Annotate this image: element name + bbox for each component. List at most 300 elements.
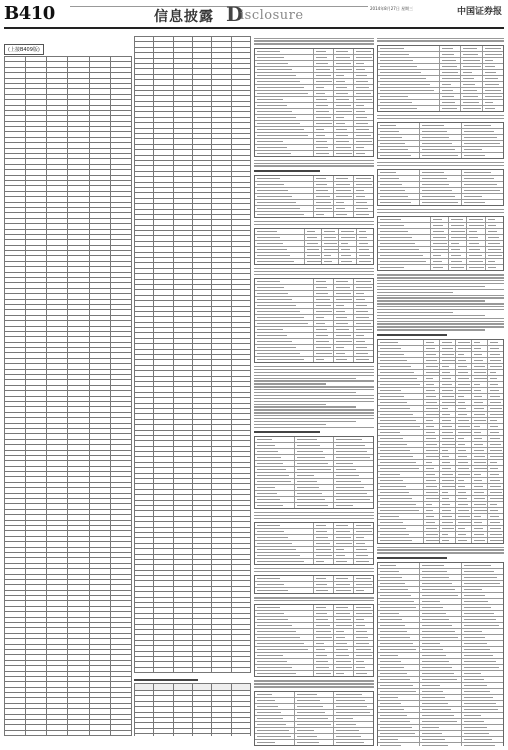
table-cell <box>334 449 373 454</box>
table-cell <box>456 442 472 447</box>
table-cell <box>314 194 334 199</box>
table-cell <box>354 73 373 78</box>
table-cell <box>334 103 354 108</box>
text-line <box>377 547 504 548</box>
table-cell <box>334 73 354 78</box>
table-cell <box>334 121 354 126</box>
table-cell <box>354 49 373 54</box>
table-cell <box>424 394 440 399</box>
report-table <box>377 169 504 206</box>
table-cell <box>472 358 488 363</box>
table-cell <box>420 593 462 598</box>
table-cell <box>467 223 485 228</box>
table-cell <box>424 358 440 363</box>
holdings-table-2b <box>134 683 251 736</box>
text-line <box>254 515 374 516</box>
table-cell <box>378 88 440 93</box>
table-cell <box>440 352 456 357</box>
table-cell <box>472 436 488 441</box>
table-cell <box>431 241 449 246</box>
table-cell <box>462 695 503 700</box>
table-cell <box>334 49 354 54</box>
table-row <box>255 559 373 564</box>
text-line <box>254 424 326 425</box>
table-cell <box>472 424 488 429</box>
table-cell <box>378 538 424 543</box>
table-cell <box>334 109 354 114</box>
table-cell <box>488 352 503 357</box>
table-cell <box>488 466 503 471</box>
table-cell <box>255 740 295 745</box>
table-cell <box>440 454 456 459</box>
table-cell <box>378 689 420 694</box>
table-cell <box>424 370 440 375</box>
table-cell <box>378 52 440 57</box>
report-table <box>254 436 374 509</box>
table-cell <box>354 617 373 622</box>
table-cell <box>486 253 503 258</box>
table-cell <box>472 448 488 453</box>
table-cell <box>424 490 440 495</box>
table-cell <box>314 103 334 108</box>
table-cell <box>378 217 431 222</box>
table-cell <box>483 70 503 75</box>
table-cell <box>334 479 373 484</box>
table-cell <box>255 576 314 581</box>
table-cell <box>255 671 314 676</box>
table-cell <box>378 514 424 519</box>
table-cell <box>456 538 472 543</box>
table-cell <box>488 454 503 459</box>
table-cell <box>420 629 462 634</box>
table-cell <box>314 629 334 634</box>
table-cell <box>488 340 503 345</box>
table-cell <box>378 241 431 246</box>
table-cell <box>440 448 456 453</box>
table-cell <box>378 496 424 501</box>
table-cell <box>334 485 373 490</box>
text-line <box>254 512 374 513</box>
table-cell <box>378 394 424 399</box>
table-cell <box>472 472 488 477</box>
text-line <box>254 568 374 569</box>
table-cell <box>354 279 373 284</box>
text-line <box>377 318 504 319</box>
table-cell <box>339 229 356 234</box>
table-cell <box>456 532 472 537</box>
table-cell <box>449 217 467 222</box>
table-cell <box>456 448 472 453</box>
table-cell <box>488 364 503 369</box>
table-cell <box>255 229 305 234</box>
table-cell <box>440 472 456 477</box>
table-cell <box>255 698 295 703</box>
table-cell <box>431 229 449 234</box>
table-cell <box>334 194 354 199</box>
table-cell <box>334 547 354 552</box>
table-cell <box>334 704 373 709</box>
table-cell <box>456 484 472 489</box>
text-line <box>254 409 374 410</box>
table-cell <box>378 448 424 453</box>
table-cell <box>420 701 462 706</box>
table-cell <box>483 64 503 69</box>
report-table <box>254 604 374 677</box>
table-cell <box>354 535 373 540</box>
table-cell <box>378 382 424 387</box>
table-cell <box>314 200 334 205</box>
text-line <box>377 303 504 304</box>
text-line <box>254 415 374 416</box>
table-cell <box>357 229 373 234</box>
table-cell <box>472 496 488 501</box>
table-cell <box>354 659 373 664</box>
table-cell <box>255 605 314 610</box>
table-cell <box>488 424 503 429</box>
table-cell <box>334 61 354 66</box>
table-cell <box>378 490 424 495</box>
table-cell <box>314 641 334 646</box>
table-cell <box>255 127 314 132</box>
table-cell <box>488 436 503 441</box>
table-cell <box>420 605 462 610</box>
table-cell <box>322 229 339 234</box>
table-cell <box>378 641 420 646</box>
table-cell <box>192 667 211 672</box>
table-cell <box>440 106 461 111</box>
table-row <box>255 151 373 156</box>
table-cell <box>334 692 373 697</box>
table-cell <box>334 339 354 344</box>
table-cell <box>440 364 456 369</box>
table-cell <box>440 52 461 57</box>
table-cell <box>378 141 420 146</box>
table-cell <box>378 502 424 507</box>
table-cell <box>354 212 373 217</box>
table-cell <box>378 94 440 99</box>
table-cell <box>424 412 440 417</box>
table-cell <box>420 665 462 670</box>
table-cell <box>467 253 485 258</box>
table-cell <box>488 430 503 435</box>
table-cell <box>305 253 322 258</box>
table-cell <box>255 588 314 593</box>
table-cell <box>334 97 354 102</box>
table-cell <box>314 309 334 314</box>
text-line <box>377 552 504 553</box>
table-cell <box>255 145 314 150</box>
table-cell <box>378 412 424 417</box>
table-cell <box>135 684 154 691</box>
table-cell <box>255 97 314 102</box>
table-cell <box>456 478 472 483</box>
table-cell <box>334 79 354 84</box>
table-cell <box>378 569 420 574</box>
table-cell <box>354 665 373 670</box>
table-cell <box>255 151 314 156</box>
table-cell <box>462 153 503 158</box>
table-cell <box>334 297 354 302</box>
table-cell <box>456 346 472 351</box>
text-line <box>377 115 504 116</box>
table-cell <box>295 710 335 715</box>
table-cell <box>424 508 440 513</box>
table-cell <box>378 424 424 429</box>
table-cell <box>462 731 503 736</box>
table-cell <box>378 605 420 610</box>
table-cell <box>255 467 295 472</box>
table-cell <box>255 315 314 320</box>
table-cell <box>314 541 334 546</box>
table-cell <box>472 376 488 381</box>
table-cell <box>467 247 485 252</box>
table-cell <box>440 76 461 81</box>
table-cell <box>314 73 334 78</box>
table-cell <box>483 106 503 111</box>
table-cell <box>488 508 503 513</box>
table-cell <box>378 611 420 616</box>
table-cell <box>255 485 295 490</box>
table-cell <box>295 503 335 508</box>
table-cell <box>420 575 462 580</box>
table-cell <box>467 241 485 246</box>
table-row <box>255 259 373 264</box>
table-cell <box>420 176 462 181</box>
table-cell <box>440 64 461 69</box>
table-cell <box>255 309 314 314</box>
table-cell <box>462 141 503 146</box>
table-cell <box>334 182 354 187</box>
table-cell <box>378 653 420 658</box>
table-cell <box>456 460 472 465</box>
table-cell <box>378 581 420 586</box>
table-cell <box>255 653 314 658</box>
table-cell <box>456 514 472 519</box>
table-cell <box>440 370 456 375</box>
table-cell <box>314 115 334 120</box>
table-cell <box>378 484 424 489</box>
table-cell <box>314 206 334 211</box>
text-line <box>254 38 374 39</box>
table-cell <box>431 265 449 270</box>
table-cell <box>467 217 485 222</box>
table-cell <box>339 235 356 240</box>
table-cell <box>420 671 462 676</box>
table-cell <box>488 496 503 501</box>
table-cell <box>378 135 420 140</box>
table-cell <box>472 394 488 399</box>
text-line <box>254 404 326 405</box>
table-cell <box>420 147 462 152</box>
table-cell <box>420 647 462 652</box>
table-cell <box>255 139 314 144</box>
table-cell <box>314 212 334 217</box>
text-line <box>254 686 374 687</box>
table-cell <box>255 611 314 616</box>
table-cell <box>334 641 354 646</box>
table-cell <box>135 667 154 672</box>
table-cell <box>440 412 456 417</box>
table-cell <box>456 364 472 369</box>
table-cell <box>314 339 334 344</box>
table-cell <box>424 352 440 357</box>
table-cell <box>378 153 420 158</box>
table-2b-heading <box>134 679 198 681</box>
text-line <box>254 386 374 387</box>
table-cell <box>354 121 373 126</box>
table-cell <box>378 617 420 622</box>
table-cell <box>378 194 420 199</box>
table-cell <box>334 327 354 332</box>
table-cell <box>488 478 503 483</box>
table-cell <box>462 719 503 724</box>
table-cell <box>424 436 440 441</box>
table-row <box>135 734 251 736</box>
text-line <box>254 389 374 390</box>
table-cell <box>472 388 488 393</box>
table-cell <box>462 569 503 574</box>
table-cell <box>295 722 335 727</box>
table-cell <box>472 346 488 351</box>
table-cell <box>456 406 472 411</box>
table-cell <box>354 641 373 646</box>
text-line <box>254 392 356 393</box>
table-cell <box>461 52 482 57</box>
table-cell <box>339 247 356 252</box>
table-cell <box>472 352 488 357</box>
table-cell <box>456 490 472 495</box>
table-cell <box>420 719 462 724</box>
table-cell <box>462 713 503 718</box>
table-cell <box>334 629 354 634</box>
table-cell <box>472 382 488 387</box>
table-cell <box>354 611 373 616</box>
table-cell <box>461 106 482 111</box>
table-cell <box>378 737 420 742</box>
table-cell <box>255 291 314 296</box>
table-cell <box>334 351 354 356</box>
table-cell <box>440 478 456 483</box>
table-cell <box>314 623 334 628</box>
table-cell <box>456 508 472 513</box>
table-cell <box>483 94 503 99</box>
text-line <box>377 165 504 166</box>
text-line <box>377 315 485 316</box>
table-row <box>255 740 373 745</box>
newspaper-logo: 中国证券报 <box>456 7 502 17</box>
table-cell <box>488 442 503 447</box>
table-cell <box>420 170 462 175</box>
table-cell <box>486 259 503 264</box>
table-cell <box>420 153 462 158</box>
table-cell <box>354 588 373 593</box>
table-cell <box>334 200 354 205</box>
table-cell <box>440 538 456 543</box>
table-cell <box>472 466 488 471</box>
table-cell <box>378 370 424 375</box>
section-heading <box>254 431 320 433</box>
table-cell <box>462 135 503 140</box>
table-cell <box>354 357 373 362</box>
table-cell <box>378 346 424 351</box>
table-cell <box>378 247 431 252</box>
table-cell <box>424 466 440 471</box>
table-cell <box>440 424 456 429</box>
table-cell <box>354 109 373 114</box>
table-cell <box>378 400 424 405</box>
table-cell <box>314 576 334 581</box>
table-cell <box>255 212 314 217</box>
table-cell <box>334 529 354 534</box>
table-cell <box>305 235 322 240</box>
table-cell <box>456 418 472 423</box>
table-cell <box>314 97 334 102</box>
table-cell <box>255 61 314 66</box>
text-line <box>377 283 504 284</box>
holdings-table-2 <box>134 36 251 673</box>
table-cell <box>314 582 334 587</box>
table-cell <box>488 526 503 531</box>
table-cell <box>420 200 462 205</box>
table-row <box>255 588 373 593</box>
table-cell <box>378 743 420 746</box>
text-line <box>377 297 504 298</box>
table-cell <box>461 70 482 75</box>
table-cell <box>354 85 373 90</box>
table-cell <box>322 259 339 264</box>
report-table <box>254 278 374 363</box>
table-cell <box>354 333 373 338</box>
dateline: 2014年8月27日 星期三 <box>370 6 414 11</box>
table-cell <box>472 442 488 447</box>
text-line <box>254 165 374 166</box>
table-cell <box>420 563 462 568</box>
table-cell <box>314 182 334 187</box>
table-cell <box>456 352 472 357</box>
table-cell <box>462 575 503 580</box>
table-cell <box>305 229 322 234</box>
table-cell <box>378 725 420 730</box>
table-cell <box>424 376 440 381</box>
table-cell <box>255 635 314 640</box>
table-cell <box>420 182 462 187</box>
table-cell <box>462 701 503 706</box>
table-cell <box>255 503 295 508</box>
table-cell <box>378 520 424 525</box>
table-cell <box>255 547 314 552</box>
table-cell <box>334 635 354 640</box>
table-cell <box>431 223 449 228</box>
table-cell <box>378 442 424 447</box>
table-cell <box>314 121 334 126</box>
table-cell <box>472 412 488 417</box>
table-cell <box>378 46 440 51</box>
column-3 <box>254 36 374 746</box>
table-cell <box>314 605 334 610</box>
table-cell <box>334 588 354 593</box>
table-cell <box>456 436 472 441</box>
top-rule <box>70 6 368 7</box>
table-cell <box>462 147 503 152</box>
table-cell <box>255 734 295 739</box>
table-cell <box>255 659 314 664</box>
table-cell <box>462 617 503 622</box>
table-cell <box>424 454 440 459</box>
table-cell <box>420 188 462 193</box>
table-cell <box>486 223 503 228</box>
report-table <box>254 48 374 157</box>
table-cell <box>314 553 334 558</box>
